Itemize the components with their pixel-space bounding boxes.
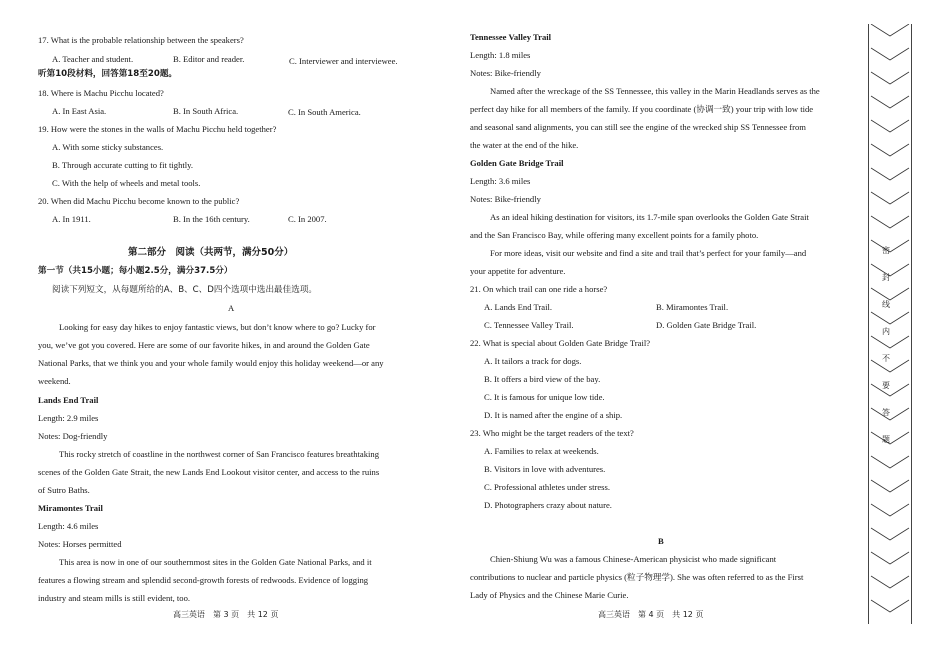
lands-end-desc: This rocky stretch of coastline in the northwest corner of San Francisco features breathtaking — [59, 449, 380, 459]
miramontes-title: Miramontes Trail — [38, 503, 103, 513]
q22-option-d: D. It is named after the engine of a ship. — [484, 410, 623, 420]
binding-char: 封 — [882, 273, 890, 282]
q19-option-a: A. With some sticky substances. — [52, 142, 164, 152]
q21-option-a: A. Lands End Trail. — [484, 302, 553, 312]
intro-line: you, we’ve got you covered. Here are some of our favorite hikes, in and around the Golden Gate — [38, 340, 370, 350]
golden-gate-desc: and the San Francisco Bay, while offering many excellent points for a family photo. — [470, 230, 759, 240]
q22-stem: 22. What is special about Golden Gate Bridge Trail? — [470, 338, 651, 348]
q18-option-a: A. In East Asia. — [52, 106, 107, 116]
miramontes-notes: Notes: Horses permitted — [38, 539, 122, 549]
q17-option-b: B. Editor and reader. — [173, 54, 245, 64]
page-footer: 高三英语 第 4 页 共 12 页 — [598, 610, 704, 619]
tennessee-desc: the water at the end of the hike. — [470, 140, 579, 150]
q19-option-b: B. Through accurate cutting to fit tightly. — [52, 160, 194, 170]
binding-char: 答 — [882, 408, 890, 417]
instruction-18-20: 听第10段材料，回答第18至20题。 — [38, 69, 178, 79]
q17-option-c: C. Interviewer and interviewee. — [289, 56, 398, 66]
lands-end-desc: of Sutro Baths. — [38, 485, 90, 495]
intro-line: Looking for easy day hikes to enjoy fantastic views, but don’t know where to go? Lucky for — [59, 322, 376, 332]
q21-option-b: B. Miramontes Trail. — [656, 302, 729, 312]
tennessee-notes: Notes: Bike-friendly — [470, 68, 541, 78]
q17-option-a: A. Teacher and student. — [52, 54, 134, 64]
zigzag-pattern — [869, 24, 911, 624]
q19-option-c: C. With the help of wheels and metal tools. — [52, 178, 201, 188]
q21-option-c: C. Tennessee Valley Trail. — [484, 320, 574, 330]
q23-option-b: B. Visitors in love with adventures. — [484, 464, 606, 474]
tennessee-desc: Named after the wreckage of the SS Tennessee, this valley in the Marin Headlands serves as the — [490, 86, 820, 96]
q22-option-b: B. It offers a bird view of the bay. — [484, 374, 601, 384]
lands-end-length: Length: 2.9 miles — [38, 413, 99, 423]
tennessee-title: Tennessee Valley Trail — [470, 32, 552, 42]
binding-char: 密 — [882, 246, 890, 255]
q23-option-d: D. Photographers crazy about nature. — [484, 500, 612, 510]
q18-option-c: C. In South America. — [288, 107, 361, 117]
section1-title: 第一节（共15小题；每小题2.5分，满分37.5分） — [38, 266, 233, 276]
tennessee-desc: and seasonal sand alignments, you can still see the engine of the wrecked ship SS Tennessee from — [470, 122, 806, 132]
passage-b-line: contributions to nuclear and particle physics (粒子物理学). She was often referred to as the First — [470, 572, 804, 582]
q20-option-b: B. In the 16th century. — [173, 214, 250, 224]
q17-stem: 17. What is the probable relationship between the speakers? — [38, 35, 244, 45]
tennessee-length: Length: 1.8 miles — [470, 50, 531, 60]
lands-end-title: Lands End Trail — [38, 395, 99, 405]
passage-a-label: A — [228, 303, 235, 313]
q20-option-a: A. In 1911. — [52, 214, 91, 224]
q23-option-c: C. Professional athletes under stress. — [484, 482, 611, 492]
golden-gate-length: Length: 3.6 miles — [470, 176, 531, 186]
more-ideas: For more ideas, visit our website and find a site and trail that’s perfect for your family—and — [490, 248, 807, 258]
binding-char: 要 — [882, 381, 890, 390]
part2-title: 第二部分 阅读（共两节，满分50分） — [128, 247, 294, 258]
miramontes-length: Length: 4.6 miles — [38, 521, 99, 531]
lands-end-desc: scenes of the Golden Gate Strait, the new Lands End Lookout visitor center, and access to the ruins — [38, 467, 380, 477]
q23-option-a: A. Families to relax at weekends. — [484, 446, 599, 456]
q21-option-d: D. Golden Gate Bridge Trail. — [656, 320, 757, 330]
intro-line: weekend. — [38, 376, 71, 386]
passage-b-line: Chien-Shiung Wu was a famous Chinese-American physicist who made significant — [490, 554, 777, 564]
intro-line: National Parks, that we think you and your whole family would enjoy this holiday weekend—or any — [38, 358, 384, 368]
q18-option-b: B. In South Africa. — [173, 106, 239, 116]
q23-stem: 23. Who might be the target readers of the text? — [470, 428, 634, 438]
binding-char: 线 — [882, 300, 890, 309]
q20-option-c: C. In 2007. — [288, 214, 327, 224]
passage-b-label: B — [658, 536, 664, 546]
q18-stem: 18. Where is Machu Picchu located? — [38, 88, 164, 98]
golden-gate-desc: As an ideal hiking destination for visitors, its 1.7-mile span overlooks the Golden Gate Strait — [490, 212, 809, 222]
q22-option-c: C. It is famous for unique low tide. — [484, 392, 605, 402]
miramontes-desc: features a flowing stream and splendid second-growth forests of redwoods. Evidence of logging — [38, 575, 369, 585]
section1-instruction: 阅读下列短文，从每题所给的A、B、C、D四个选项中选出最佳选项。 — [52, 285, 318, 295]
miramontes-desc: This area is now in one of our southernmost sites in the Golden Gate National Parks, and it — [59, 557, 372, 567]
miramontes-desc: industry and steam mills is still evident, too. — [38, 593, 191, 603]
binding-strip — [868, 24, 912, 624]
golden-gate-title: Golden Gate Bridge Trail — [470, 158, 564, 168]
more-ideas: your appetite for adventure. — [470, 266, 566, 276]
q22-option-a: A. It tailors a track for dogs. — [484, 356, 582, 366]
tennessee-desc: perfect day hike for all members of the family. If you coordinate (协调一致) your trip with low tide — [470, 104, 814, 114]
golden-gate-notes: Notes: Bike-friendly — [470, 194, 541, 204]
binding-char: 内 — [882, 327, 890, 336]
binding-char: 不 — [882, 354, 890, 363]
binding-char: 题 — [882, 435, 890, 444]
page-footer: 高三英语 第 3 页 共 12 页 — [173, 610, 279, 619]
q19-stem: 19. How were the stones in the walls of Machu Picchu held together? — [38, 124, 277, 134]
q20-stem: 20. When did Machu Picchu become known to the public? — [38, 196, 240, 206]
q21-stem: 21. On which trail can one ride a horse? — [470, 284, 608, 294]
lands-end-notes: Notes: Dog-friendly — [38, 431, 108, 441]
passage-b-line: Lady of Physics and the Chinese Marie Curie. — [470, 590, 629, 600]
